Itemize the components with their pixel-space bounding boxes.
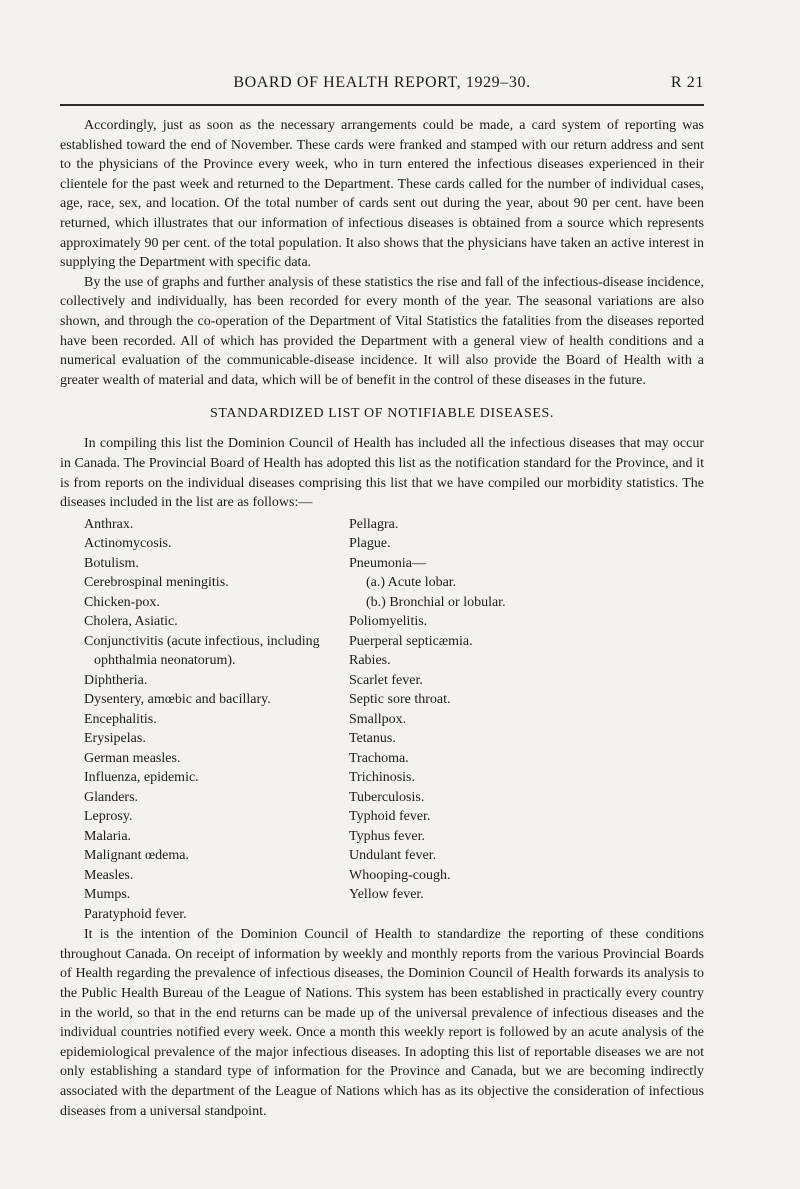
list-item: Diphtheria. [84,672,148,688]
list-item: Cholera, Asiatic. [84,614,178,630]
paragraph-card-system: Accordingly, just as soon as the necessary arrangements could be made, a card system of reporting was established toward the end of November. These cards were franked and stamped with our return address and sent to the physicians of the Province every week, who in turn entered the infectious diseases experienced in their clientele for the past week and returned to the Department. These cards called for the number of individual cases, age, race, sex, and location. Of the total number of cards sent out during the year, about 90 per cent. have been returned, which illustrates that our information of infectious diseases is obtained from a source which represents approximately 90 per cent. of the total population. It also shows that the physicians have taken an active interest in supplying the Department with specific data. [60,118,704,271]
list-item: Conjunctivitis (acute infectious, including ophthalmia neonatorum). [84,633,320,669]
list-subitem: (b.) Bronchial or lobular. [366,594,506,610]
list-item: Plague. [349,536,391,552]
list-item: Influenza, epidemic. [84,770,199,786]
list-item: Pellagra. [349,516,399,532]
list-item: Tetanus. [349,731,396,747]
list-item: German measles. [84,750,181,766]
list-item: Anthrax. [84,516,134,532]
list-item: Yellow fever. [349,887,424,903]
closing-section [60,925,704,1121]
list-item: Undulant fever. [349,848,437,864]
list-item: Tuberculosis. [349,789,425,805]
header-rule [60,104,704,106]
list-item: Encephalitis. [84,711,157,727]
list-item: Smallpox. [349,711,407,727]
intro-paragraph: In compiling this list the Dominion Council of Health has included all the infectious diseases that may occur in Canada. The Provincial Board of Health has adopted this list as the notification standard for the Province, and it is from reports on the individual diseases comprising this list that we have compiled our morbidity statistics. The diseases included in the list are as follows:— [60,436,704,511]
list-item: Puerperal septicæmia. [349,633,473,649]
list-item: Rabies. [349,653,391,669]
list-item: Botulism. [84,555,139,571]
section-heading: STANDARDIZED LIST OF NOTIFIABLE DISEASES. [209,406,555,422]
list-item-pneumonia: Pneumonia— [349,555,426,571]
disease-list [60,515,704,925]
list-subitem: (a.) Acute lobar. [366,575,457,591]
list-item: Leprosy. [84,809,133,825]
header-title: BOARD OF HEALTH REPORT, 1929–30. [233,74,531,91]
list-item: Actinomycosis. [84,536,172,552]
list-item: Poliomyelitis. [349,614,428,630]
disease-list-left [60,515,349,925]
report-page [60,70,704,1121]
list-item: Mumps. [84,887,131,903]
running-header [60,70,704,96]
page-number: R 21 [670,74,704,91]
list-item: Whooping-cough. [349,867,451,883]
list-item: Dysentery, amœbic and bacillary. [84,692,271,708]
list-item: Scarlet fever. [349,672,423,688]
list-item: Typhus fever. [349,828,426,844]
list-item: Measles. [84,867,134,883]
list-item: Glanders. [84,789,139,805]
paragraph-graphs: By the use of graphs and further analysis of these statistics the rise and fall of the infectious-disease incidence, collectively and individually, has been recorded for every month of the year. The seasonal variations are also shown, and through the co-operation of the Department of Vital Statistics the fatalities from the diseases reported have been recorded. All of which has provided the Department with a general view of health conditions and a numerical evaluation of the communicable-disease incidence. It will also provide the Board of Health with a greater wealth of material and data, which will be of benefit in the control of these diseases in the future. [60,274,704,388]
list-item: Trachoma. [349,750,409,766]
list-item: Malignant œdema. [84,848,189,864]
disease-list-right [349,515,704,925]
list-item: Paratyphoid fever. [84,906,187,922]
list-item: Chicken-pox. [84,594,160,610]
list-item: Cerebrospinal meningitis. [84,575,229,591]
list-item: Septic sore throat. [349,692,451,708]
list-item: Erysipelas. [84,731,146,747]
closing-paragraph: It is the intention of the Dominion Council of Health to standardize the reporting of these conditions throughout Canada. On receipt of information by weekly and monthly reports from the various Provincial Boards of Health regarding the prevalence of infectious diseases, the Dominion Council of Health forwards its analysis to the Public Health Bureau of the League of Nations. This system has been established in practically every country in the world, so that in the end returns can be made up of the universal prevalence of infectious diseases and the individual countries notified every week. Once a month this weekly report is followed by an acute analysis of the epidemiological prevalence of the major infectious diseases. In adopting this list of reportable diseases we are not only establishing a standard type of information for the Province and Canada, but we are becoming indirectly associated with the department of the League of Nations which has as its objective the consideration of infectious diseases from a universal standpoint. [60,927,704,1119]
list-item: Trichinosis. [349,770,416,786]
list-item: Malaria. [84,828,132,844]
list-item: Typhoid fever. [349,809,431,825]
